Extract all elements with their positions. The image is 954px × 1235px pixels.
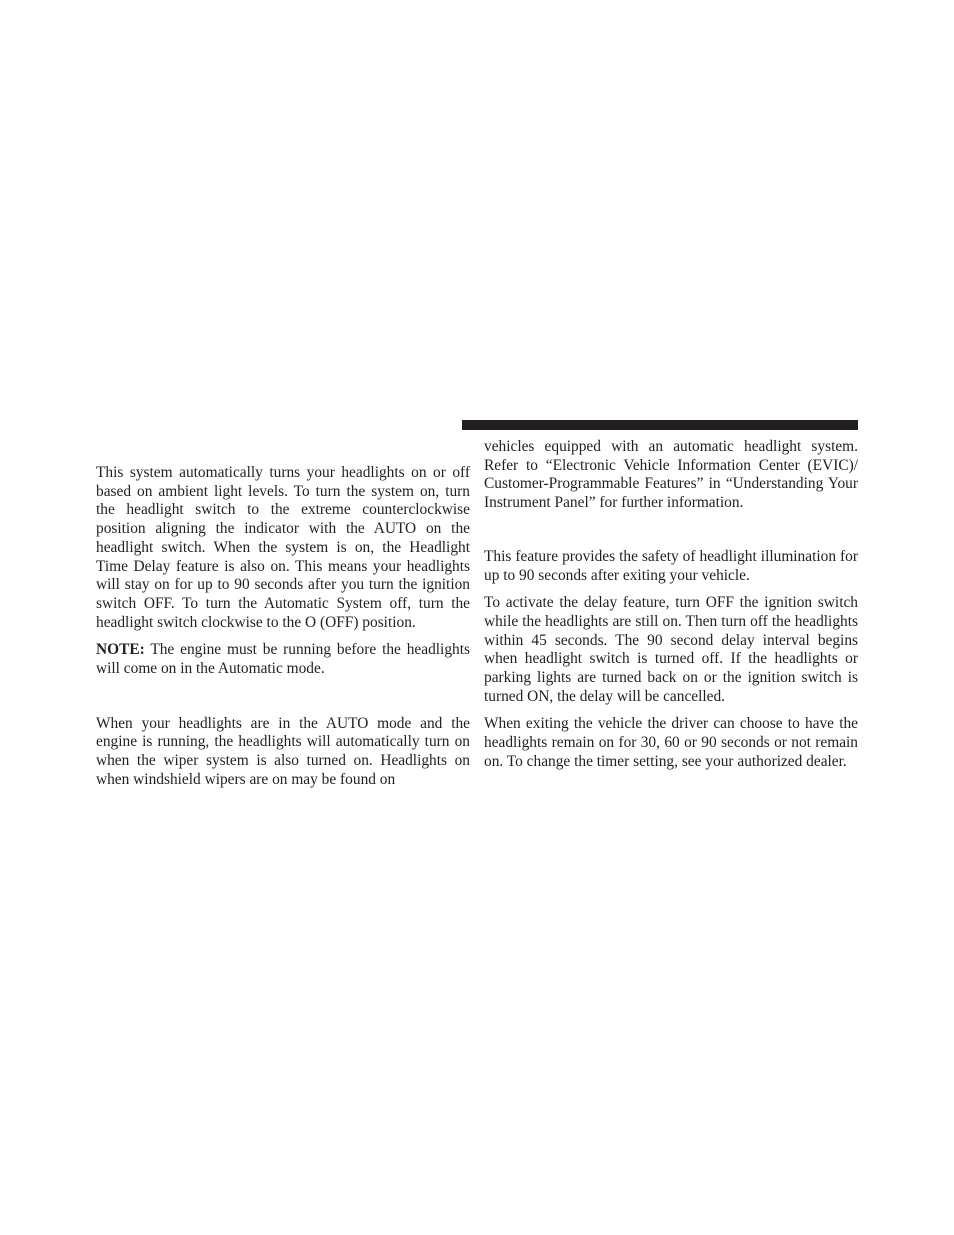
note-paragraph xyxy=(96,641,470,678)
section-header-bar xyxy=(462,420,858,430)
auto-system-paragraph: This system automatically turns your headlights on or off based on ambient light levels. To turn the system on, turn the headlight switch to the extreme counterclockwise position aligning the indicator with the AUTO on the headlight switch. When the system is on, the Headlight Time Delay feature is also on. This means your headlights will stay on for up to 90 seconds after you turn the ignition switch OFF. To turn the Automatic System off, turn the headlight switch clockwise to the O (OFF) position. xyxy=(96,464,470,631)
section-gap xyxy=(484,522,858,548)
delay-timer-paragraph: When exiting the vehicle the driver can choose to have the headlights remain on for 30, 60 or 90 seconds or not remain on. To change the timer setting, see your authorized dealer. xyxy=(484,715,858,770)
section-gap xyxy=(96,688,470,715)
wipers-paragraph: When your headlights are in the AUTO mode and the engine is running, the headlights will automatically turn on when the wiper system is also turned on. Headlights on when windshield wipers are on may be found on xyxy=(96,714,470,788)
wipers-continued-paragraph: vehicles equipped with an automatic headlight system. Refer to “Electronic Vehicle Information Center (EVIC)/ Customer-Programmable Features” in “Understanding Your Instrument Panel” for further information. xyxy=(484,438,858,512)
right-column xyxy=(484,438,858,781)
delay-activate-paragraph: To activate the delay feature, turn OFF the ignition switch while the headlights are still on. Then turn off the headlights within 45 seconds. The 90 second delay interval begins when headlight switch is turned off. If the headlights or parking lights are turned back on or the ignition switch is turned ON, the delay will be cancelled. xyxy=(484,594,858,705)
note-label: NOTE: xyxy=(96,641,145,659)
note-text: The engine must be running before the headlights will come on in the Automatic mode. xyxy=(96,641,470,678)
left-column xyxy=(96,464,470,799)
delay-intro-paragraph: This feature provides the safety of headlight illumination for up to 90 seconds after exiting your vehicle. xyxy=(484,547,858,584)
